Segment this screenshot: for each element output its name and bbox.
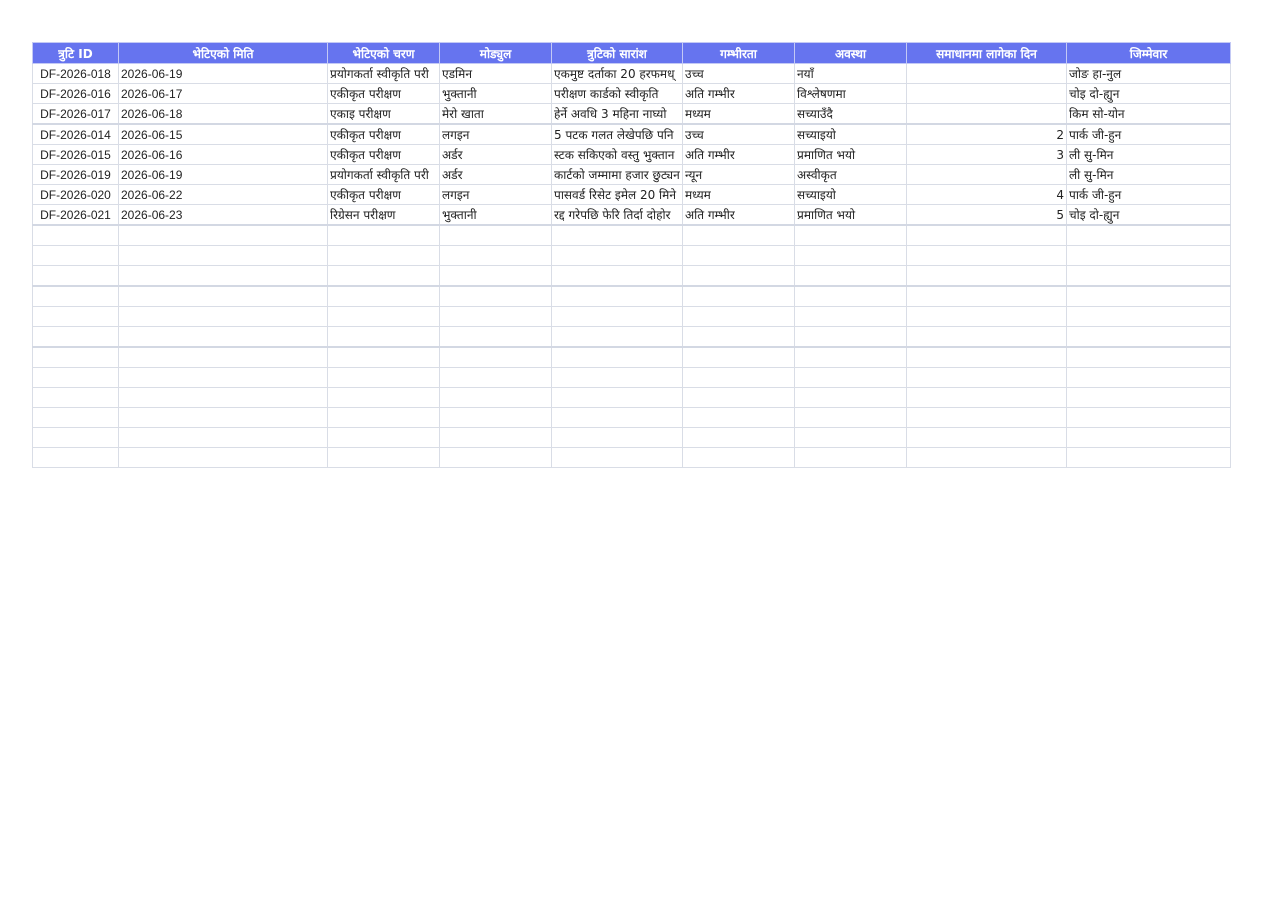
module-cell[interactable]: अर्डर xyxy=(440,145,552,165)
empty-cell[interactable] xyxy=(1067,448,1231,468)
empty-cell[interactable] xyxy=(907,225,1067,246)
table-row xyxy=(33,185,1231,205)
defect-id-cell[interactable]: DF-2026-017 xyxy=(33,104,119,125)
empty-cell[interactable] xyxy=(683,408,795,428)
empty-cell[interactable] xyxy=(33,266,119,287)
empty-cell[interactable] xyxy=(119,266,328,287)
empty-cell[interactable] xyxy=(119,388,328,408)
empty-cell[interactable] xyxy=(795,428,907,448)
empty-cell[interactable] xyxy=(1067,266,1231,287)
col-header-days-to-fix[interactable]: समाधानमा लागेका दिन xyxy=(907,43,1067,64)
found-phase-cell[interactable]: एकीकृत परीक्षण xyxy=(328,185,440,205)
found-phase-cell[interactable]: एकीकृत परीक्षण xyxy=(328,124,440,145)
empty-row xyxy=(33,246,1231,266)
empty-cell[interactable] xyxy=(795,246,907,266)
empty-cell[interactable] xyxy=(33,246,119,266)
table-row xyxy=(33,205,1231,226)
empty-cell[interactable] xyxy=(552,266,683,287)
empty-cell[interactable] xyxy=(683,327,795,348)
empty-cell[interactable] xyxy=(119,307,328,327)
empty-cell[interactable] xyxy=(552,428,683,448)
empty-cell[interactable] xyxy=(440,225,552,246)
found-date-cell[interactable]: 2026-06-17 xyxy=(119,84,328,104)
found-date-cell[interactable]: 2026-06-19 xyxy=(119,64,328,84)
found-date-cell[interactable]: 2026-06-18 xyxy=(119,104,328,125)
col-header-summary[interactable]: त्रुटिको सारांश xyxy=(552,43,683,64)
summary-cell[interactable]: एकमुष्ट दर्ताका 20 हरफमध् xyxy=(552,64,683,84)
col-header-found-phase[interactable]: भेटिएको चरण xyxy=(328,43,440,64)
found-date-cell[interactable]: 2026-06-19 xyxy=(119,165,328,185)
module-cell[interactable]: मेरो खाता xyxy=(440,104,552,125)
empty-cell[interactable] xyxy=(683,307,795,327)
empty-cell[interactable] xyxy=(328,286,440,307)
empty-cell[interactable] xyxy=(33,388,119,408)
empty-cell[interactable] xyxy=(1067,388,1231,408)
empty-cell[interactable] xyxy=(683,388,795,408)
empty-cell[interactable] xyxy=(795,266,907,287)
table-body xyxy=(33,64,1231,468)
found-date-cell[interactable]: 2026-06-23 xyxy=(119,205,328,226)
summary-cell[interactable]: स्टक सकिएको वस्तु भुक्तान xyxy=(552,145,683,165)
empty-cell[interactable] xyxy=(683,225,795,246)
empty-cell[interactable] xyxy=(907,368,1067,388)
empty-cell[interactable] xyxy=(795,408,907,428)
empty-cell[interactable] xyxy=(440,246,552,266)
days-to-fix-cell[interactable] xyxy=(907,64,1067,84)
empty-cell[interactable] xyxy=(907,347,1067,368)
table-row xyxy=(33,84,1231,104)
owner-cell[interactable]: ली सु-मिन xyxy=(1067,145,1231,165)
severity-cell[interactable]: अति गम्भीर xyxy=(683,84,795,104)
empty-cell[interactable] xyxy=(119,368,328,388)
col-header-module[interactable]: मोड्युल xyxy=(440,43,552,64)
empty-row xyxy=(33,388,1231,408)
empty-cell[interactable] xyxy=(328,246,440,266)
days-to-fix-cell[interactable]: 3 xyxy=(907,145,1067,165)
empty-cell[interactable] xyxy=(907,428,1067,448)
empty-cell[interactable] xyxy=(328,225,440,246)
empty-cell[interactable] xyxy=(33,448,119,468)
empty-row xyxy=(33,408,1231,428)
severity-cell[interactable]: उच्च xyxy=(683,64,795,84)
empty-cell[interactable] xyxy=(907,388,1067,408)
empty-cell[interactable] xyxy=(1067,307,1231,327)
empty-cell[interactable] xyxy=(552,225,683,246)
defect-id-cell[interactable]: DF-2026-019 xyxy=(33,165,119,185)
found-phase-cell[interactable]: प्रयोगकर्ता स्वीकृति परी xyxy=(328,165,440,185)
owner-cell[interactable]: जोङ हा-नुल xyxy=(1067,64,1231,84)
severity-cell[interactable]: मध्यम xyxy=(683,185,795,205)
empty-row xyxy=(33,347,1231,368)
module-cell[interactable]: भुक्तानी xyxy=(440,84,552,104)
empty-cell[interactable] xyxy=(683,448,795,468)
empty-cell[interactable] xyxy=(33,408,119,428)
table-row xyxy=(33,124,1231,145)
defect-log-table xyxy=(32,42,1231,468)
table-row xyxy=(33,104,1231,125)
defect-id-cell[interactable]: DF-2026-015 xyxy=(33,145,119,165)
empty-cell[interactable] xyxy=(795,347,907,368)
defect-id-cell[interactable]: DF-2026-020 xyxy=(33,185,119,205)
empty-cell[interactable] xyxy=(328,266,440,287)
empty-cell[interactable] xyxy=(440,368,552,388)
empty-cell[interactable] xyxy=(119,408,328,428)
found-phase-cell[interactable]: प्रयोगकर्ता स्वीकृति परी xyxy=(328,64,440,84)
empty-cell[interactable] xyxy=(683,286,795,307)
empty-cell[interactable] xyxy=(795,307,907,327)
empty-cell[interactable] xyxy=(440,307,552,327)
empty-cell[interactable] xyxy=(907,408,1067,428)
empty-cell[interactable] xyxy=(328,368,440,388)
col-header-found-date[interactable]: भेटिएको मिति xyxy=(119,43,328,64)
owner-cell[interactable]: ली सु-मिन xyxy=(1067,165,1231,185)
found-date-cell[interactable]: 2026-06-15 xyxy=(119,124,328,145)
empty-row xyxy=(33,368,1231,388)
days-to-fix-cell[interactable]: 4 xyxy=(907,185,1067,205)
empty-cell[interactable] xyxy=(33,225,119,246)
empty-cell[interactable] xyxy=(552,327,683,348)
empty-cell[interactable] xyxy=(907,307,1067,327)
module-cell[interactable]: अर्डर xyxy=(440,165,552,185)
empty-row xyxy=(33,327,1231,348)
empty-cell[interactable] xyxy=(907,286,1067,307)
header-row xyxy=(33,43,1231,64)
defect-id-cell[interactable]: DF-2026-018 xyxy=(33,64,119,84)
empty-cell[interactable] xyxy=(119,286,328,307)
found-phase-cell[interactable]: एकीकृत परीक्षण xyxy=(328,145,440,165)
summary-cell[interactable]: रद्द गरेपछि फेरि तिर्दा दोहोर xyxy=(552,205,683,226)
empty-cell[interactable] xyxy=(683,368,795,388)
days-to-fix-cell[interactable] xyxy=(907,84,1067,104)
empty-cell[interactable] xyxy=(119,428,328,448)
module-cell[interactable]: लगइन xyxy=(440,124,552,145)
empty-cell[interactable] xyxy=(683,347,795,368)
empty-cell[interactable] xyxy=(328,388,440,408)
status-cell[interactable]: विश्लेषणमा xyxy=(795,84,907,104)
empty-cell[interactable] xyxy=(33,307,119,327)
empty-cell[interactable] xyxy=(795,327,907,348)
col-header-severity[interactable]: गम्भीरता xyxy=(683,43,795,64)
col-header-defect-id[interactable]: त्रुटि ID xyxy=(33,43,119,64)
empty-cell[interactable] xyxy=(1067,286,1231,307)
severity-cell[interactable]: न्यून xyxy=(683,165,795,185)
found-phase-cell[interactable]: रिग्रेसन परीक्षण xyxy=(328,205,440,226)
severity-cell[interactable]: उच्च xyxy=(683,124,795,145)
empty-cell[interactable] xyxy=(552,408,683,428)
summary-cell[interactable]: परीक्षण कार्डको स्वीकृति xyxy=(552,84,683,104)
empty-row xyxy=(33,225,1231,246)
status-cell[interactable]: प्रमाणित भयो xyxy=(795,205,907,226)
empty-cell[interactable] xyxy=(552,307,683,327)
owner-cell[interactable]: किम सो-योन xyxy=(1067,104,1231,125)
empty-row xyxy=(33,307,1231,327)
empty-cell[interactable] xyxy=(907,327,1067,348)
empty-cell[interactable] xyxy=(328,448,440,468)
days-to-fix-cell[interactable]: 5 xyxy=(907,205,1067,226)
summary-cell[interactable]: हेर्ने अवधि 3 महिना नाघ्यो xyxy=(552,104,683,125)
empty-row xyxy=(33,266,1231,287)
summary-cell[interactable]: 5 पटक गलत लेखेपछि पनि xyxy=(552,124,683,145)
empty-cell[interactable] xyxy=(440,408,552,428)
table-row xyxy=(33,64,1231,84)
empty-cell[interactable] xyxy=(119,225,328,246)
status-cell[interactable]: सच्याउँदै xyxy=(795,104,907,125)
empty-cell[interactable] xyxy=(683,428,795,448)
empty-cell[interactable] xyxy=(328,327,440,348)
empty-cell[interactable] xyxy=(33,327,119,348)
severity-cell[interactable]: मध्यम xyxy=(683,104,795,125)
empty-cell[interactable] xyxy=(328,307,440,327)
found-date-cell[interactable]: 2026-06-22 xyxy=(119,185,328,205)
empty-cell[interactable] xyxy=(907,448,1067,468)
empty-cell[interactable] xyxy=(683,266,795,287)
empty-cell[interactable] xyxy=(907,266,1067,287)
col-header-status[interactable]: अवस्था xyxy=(795,43,907,64)
empty-cell[interactable] xyxy=(33,286,119,307)
summary-cell[interactable]: कार्टको जम्मामा हजार छुट्यन xyxy=(552,165,683,185)
status-cell[interactable]: प्रमाणित भयो xyxy=(795,145,907,165)
empty-cell[interactable] xyxy=(795,368,907,388)
empty-cell[interactable] xyxy=(795,448,907,468)
empty-cell[interactable] xyxy=(1067,246,1231,266)
days-to-fix-cell[interactable] xyxy=(907,104,1067,125)
empty-cell[interactable] xyxy=(440,266,552,287)
days-to-fix-cell[interactable]: 2 xyxy=(907,124,1067,145)
empty-cell[interactable] xyxy=(119,347,328,368)
empty-cell[interactable] xyxy=(119,246,328,266)
empty-cell[interactable] xyxy=(328,428,440,448)
module-cell[interactable]: भुक्तानी xyxy=(440,205,552,226)
empty-cell[interactable] xyxy=(552,246,683,266)
empty-cell[interactable] xyxy=(119,327,328,348)
empty-cell[interactable] xyxy=(552,388,683,408)
empty-cell[interactable] xyxy=(552,368,683,388)
days-to-fix-cell[interactable] xyxy=(907,165,1067,185)
defect-id-cell[interactable]: DF-2026-014 xyxy=(33,124,119,145)
summary-cell[interactable]: पासवर्ड रिसेट इमेल 20 मिने xyxy=(552,185,683,205)
owner-cell[interactable]: चोइ दो-ह्युन xyxy=(1067,84,1231,104)
empty-cell[interactable] xyxy=(795,286,907,307)
empty-cell[interactable] xyxy=(907,246,1067,266)
severity-cell[interactable]: अति गम्भीर xyxy=(683,145,795,165)
empty-cell[interactable] xyxy=(33,347,119,368)
empty-cell[interactable] xyxy=(119,448,328,468)
empty-cell[interactable] xyxy=(440,448,552,468)
empty-cell[interactable] xyxy=(1067,408,1231,428)
empty-cell[interactable] xyxy=(795,388,907,408)
status-cell[interactable]: अस्वीकृत xyxy=(795,165,907,185)
status-cell[interactable]: सच्याइयो xyxy=(795,124,907,145)
empty-row xyxy=(33,286,1231,307)
table-row xyxy=(33,145,1231,165)
module-cell[interactable]: एडमिन xyxy=(440,64,552,84)
empty-cell[interactable] xyxy=(552,347,683,368)
table-row xyxy=(33,165,1231,185)
empty-cell[interactable] xyxy=(1067,327,1231,348)
empty-cell[interactable] xyxy=(440,388,552,408)
empty-cell[interactable] xyxy=(33,368,119,388)
status-cell[interactable]: सच्याइयो xyxy=(795,185,907,205)
empty-cell[interactable] xyxy=(552,448,683,468)
owner-cell[interactable]: पार्क जी-हुन xyxy=(1067,124,1231,145)
empty-cell[interactable] xyxy=(33,428,119,448)
empty-cell[interactable] xyxy=(1067,347,1231,368)
empty-cell[interactable] xyxy=(1067,225,1231,246)
col-header-owner[interactable]: जिम्मेवार xyxy=(1067,43,1231,64)
owner-cell[interactable]: पार्क जी-हुन xyxy=(1067,185,1231,205)
found-phase-cell[interactable]: एकीकृत परीक्षण xyxy=(328,84,440,104)
empty-cell[interactable] xyxy=(1067,368,1231,388)
empty-cell[interactable] xyxy=(1067,428,1231,448)
found-phase-cell[interactable]: एकाइ परीक्षण xyxy=(328,104,440,125)
owner-cell[interactable]: चोइ दो-ह्युन xyxy=(1067,205,1231,226)
empty-cell[interactable] xyxy=(795,225,907,246)
status-cell[interactable]: नयाँ xyxy=(795,64,907,84)
empty-cell[interactable] xyxy=(328,408,440,428)
defect-id-cell[interactable]: DF-2026-021 xyxy=(33,205,119,226)
found-date-cell[interactable]: 2026-06-16 xyxy=(119,145,328,165)
module-cell[interactable]: लगइन xyxy=(440,185,552,205)
severity-cell[interactable]: अति गम्भीर xyxy=(683,205,795,226)
empty-cell[interactable] xyxy=(440,286,552,307)
empty-cell[interactable] xyxy=(440,428,552,448)
empty-cell[interactable] xyxy=(552,286,683,307)
empty-row xyxy=(33,448,1231,468)
empty-cell[interactable] xyxy=(440,347,552,368)
empty-cell[interactable] xyxy=(440,327,552,348)
empty-cell[interactable] xyxy=(683,246,795,266)
empty-row xyxy=(33,428,1231,448)
defect-id-cell[interactable]: DF-2026-016 xyxy=(33,84,119,104)
empty-cell[interactable] xyxy=(328,347,440,368)
